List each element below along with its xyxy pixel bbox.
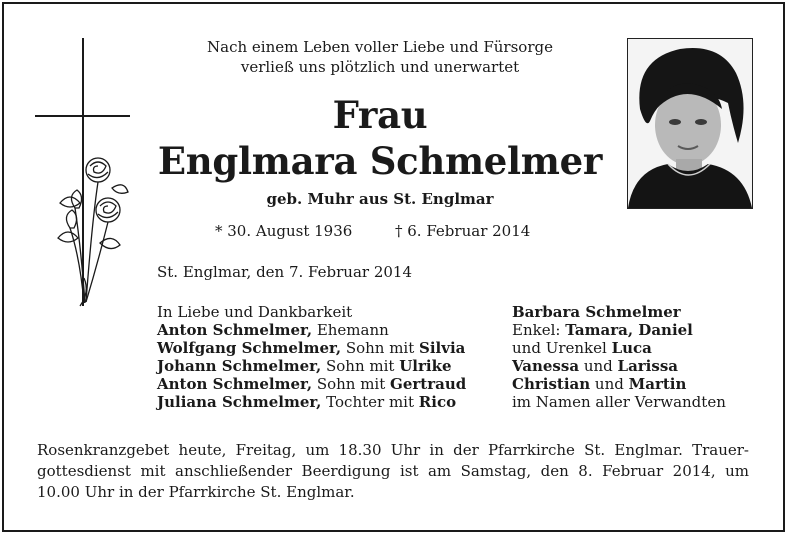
death-date: † 6. Februar 2014 xyxy=(395,222,531,240)
mourner-line: In Liebe und Dankbarkeit xyxy=(157,303,353,321)
deceased-name: Englmara Schmelmer xyxy=(157,139,603,183)
mourner-line: Wolfgang Schmelmer, Sohn mit Silvia xyxy=(157,339,466,357)
mourner-line: Anton Schmelmer, Sohn mit Gertraud xyxy=(157,375,467,393)
mourner-line: Juliana Schmelmer, Tochter mit Rico xyxy=(157,393,457,411)
salutation: Frau xyxy=(332,93,428,137)
maiden-name: geb. Muhr aus St. Englmar xyxy=(266,190,494,208)
mourner-line: Anton Schmelmer, Ehemann xyxy=(157,321,389,339)
mourner-line: im Namen aller Verwandten xyxy=(512,393,726,411)
birth-date: * 30. August 1936 xyxy=(215,222,353,240)
mourner-line: Barbara Schmelmer xyxy=(512,303,681,321)
mourner-line: Vanessa und Larissa xyxy=(512,357,678,375)
mourners-left-list xyxy=(157,303,466,411)
service-info-line: gottesdienst mit anschließender Beerdigung ist am Samstag, den 8. Februar 2014, um xyxy=(37,462,749,480)
intro-line-1: Nach einem Leben voller Liebe und Fürsorge xyxy=(207,38,553,56)
service-info-line: Rosenkranzgebet heute, Freitag, um 18.30 Uhr in der Pfarrkirche St. Englmar. Trauer- xyxy=(37,441,749,459)
portrait-photo xyxy=(627,38,753,209)
mourner-line: und Urenkel Luca xyxy=(512,339,652,357)
place-date: St. Englmar, den 7. Februar 2014 xyxy=(157,263,413,281)
portrait-image-icon xyxy=(628,39,752,208)
mourner-line: Christian und Martin xyxy=(512,375,687,393)
mourners-right-list xyxy=(512,303,726,411)
intro-line-2: verließ uns plötzlich und unerwartet xyxy=(240,58,520,76)
cross-with-roses-icon xyxy=(30,38,140,308)
mourner-line: Enkel: Tamara, Daniel xyxy=(512,321,693,339)
service-info-line: 10.00 Uhr in der Pfarrkirche St. Englmar. xyxy=(37,483,355,501)
mourner-line: Johann Schmelmer, Sohn mit Ulrike xyxy=(157,357,452,375)
service-info xyxy=(37,440,749,503)
